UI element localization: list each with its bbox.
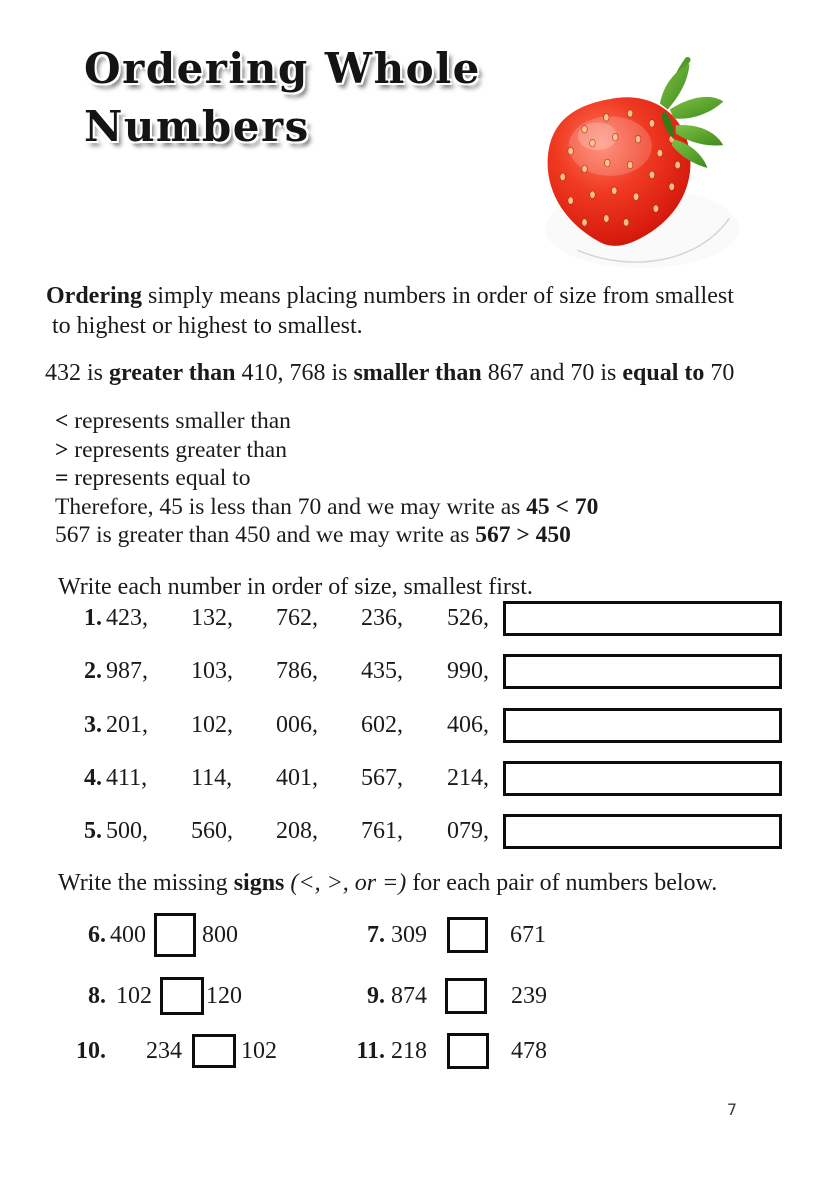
page-title-line2: Numbers	[84, 102, 310, 151]
greater-than-symbol: >	[55, 436, 69, 463]
sign-problem-8	[62, 972, 242, 1020]
right-number: 102	[241, 1037, 277, 1064]
number-value: 987,	[106, 658, 148, 684]
sign-answer-box[interactable]	[445, 978, 487, 1014]
problem-number: 11.	[356, 1037, 385, 1064]
number-value: 208,	[276, 818, 318, 844]
left-number: 234	[146, 1037, 182, 1064]
answer-box[interactable]	[503, 814, 782, 849]
right-number: 671	[510, 921, 546, 948]
sign-answer-box[interactable]	[447, 1033, 489, 1069]
sign-problem-7	[330, 910, 546, 960]
problem-number: 8.	[88, 982, 106, 1009]
strawberry-image	[518, 52, 766, 270]
left-number: 102	[116, 982, 152, 1009]
symbol-key	[55, 407, 598, 550]
ordering-problem-1	[0, 600, 840, 642]
example-seg: 867 and 70 is	[481, 360, 623, 386]
page-number: 7	[726, 1100, 738, 1119]
sign-answer-box[interactable]	[447, 917, 488, 953]
problem-number: 9.	[367, 982, 385, 1009]
example-seg: 70	[704, 360, 735, 386]
page-title-line1: Ordering Whole	[84, 44, 481, 93]
right-number: 120	[206, 982, 242, 1009]
answer-box[interactable]	[503, 654, 782, 689]
number-value: 602,	[361, 712, 403, 738]
left-number: 218	[391, 1037, 427, 1064]
comparison-example	[45, 360, 734, 387]
example-greater-than: greater than	[109, 360, 236, 386]
number-value: 006,	[276, 712, 318, 738]
less-than-symbol: <	[55, 408, 69, 434]
right-number: 239	[511, 982, 547, 1009]
key-row-equal: = represents equal to	[55, 465, 251, 491]
intro-paragraph	[46, 281, 821, 341]
right-number: 800	[202, 921, 238, 948]
key-row-smaller: < represents smaller than	[55, 408, 291, 434]
problem-number: 2.	[84, 658, 102, 684]
number-value: 526,	[447, 605, 489, 631]
left-number: 874	[391, 982, 427, 1009]
problem-number: 3.	[84, 712, 102, 738]
problem-number: 10.	[76, 1037, 106, 1064]
number-value: 214,	[447, 765, 489, 791]
number-value: 500,	[106, 818, 148, 844]
number-value: 201,	[106, 712, 148, 738]
intro-line2: to highest or highest to smallest.	[52, 313, 363, 339]
therefore-line-2: 567 is greater than 450 and we may write as 567 > 450	[55, 522, 571, 548]
therefore-line-1: Therefore, 45 is less than 70 and we may write as 45 < 70	[55, 493, 599, 520]
answer-box[interactable]	[503, 761, 782, 796]
intro-line1: simply means placing numbers in order of size from smallest	[142, 283, 734, 309]
left-number: 400	[110, 921, 146, 948]
answer-box[interactable]	[503, 708, 782, 743]
sign-problem-10	[62, 1028, 277, 1074]
number-value: 423,	[106, 605, 148, 631]
ordering-problem-3	[0, 707, 840, 749]
ordering-instruction: Write each number in order of size, smallest first.	[58, 574, 533, 600]
example-seg: 410, 768 is	[235, 360, 354, 386]
key-row-greater: > represents greater than	[55, 436, 287, 463]
sign-problem-9	[330, 972, 547, 1020]
number-value: 132,	[191, 605, 233, 631]
problem-number: 6.	[88, 921, 106, 948]
example-equal-to: equal to	[622, 360, 705, 386]
number-value: 079,	[447, 818, 489, 844]
equals-symbol: =	[55, 465, 69, 491]
number-value: 435,	[361, 658, 403, 684]
ordering-problem-2	[0, 653, 840, 695]
problem-number: 5.	[84, 818, 102, 844]
number-value: 236,	[361, 605, 403, 631]
sign-problem-6	[62, 910, 238, 960]
number-value: 786,	[276, 658, 318, 684]
problem-number: 4.	[84, 765, 102, 791]
left-number: 309	[391, 921, 427, 948]
problem-number: 1.	[84, 605, 102, 631]
number-value: 761,	[361, 818, 403, 844]
number-value: 102,	[191, 712, 233, 738]
problem-number: 7.	[367, 921, 385, 948]
ordering-problem-5	[0, 813, 840, 855]
ordering-problem-4	[0, 760, 840, 802]
right-number: 478	[511, 1037, 547, 1064]
number-value: 567,	[361, 765, 403, 791]
answer-box[interactable]	[503, 601, 782, 636]
sign-answer-box[interactable]	[160, 977, 204, 1015]
signs-instruction: Write the missing signs (<, >, or =) for each pair of numbers below.	[58, 870, 718, 896]
number-value: 762,	[276, 605, 318, 631]
number-value: 406,	[447, 712, 489, 738]
number-value: 990,	[447, 658, 489, 684]
sign-problem-11	[330, 1028, 547, 1074]
number-value: 411,	[106, 765, 148, 791]
example-smaller-than: smaller than	[353, 360, 482, 386]
number-value: 103,	[191, 658, 233, 684]
number-value: 401,	[276, 765, 318, 791]
number-value: 114,	[191, 765, 233, 791]
sign-answer-box[interactable]	[154, 913, 196, 957]
number-value: 560,	[191, 818, 233, 844]
page-title	[84, 40, 481, 156]
intro-bold-word: Ordering	[46, 283, 142, 309]
sign-answer-box[interactable]	[192, 1034, 236, 1068]
example-seg: 432 is	[45, 360, 110, 386]
